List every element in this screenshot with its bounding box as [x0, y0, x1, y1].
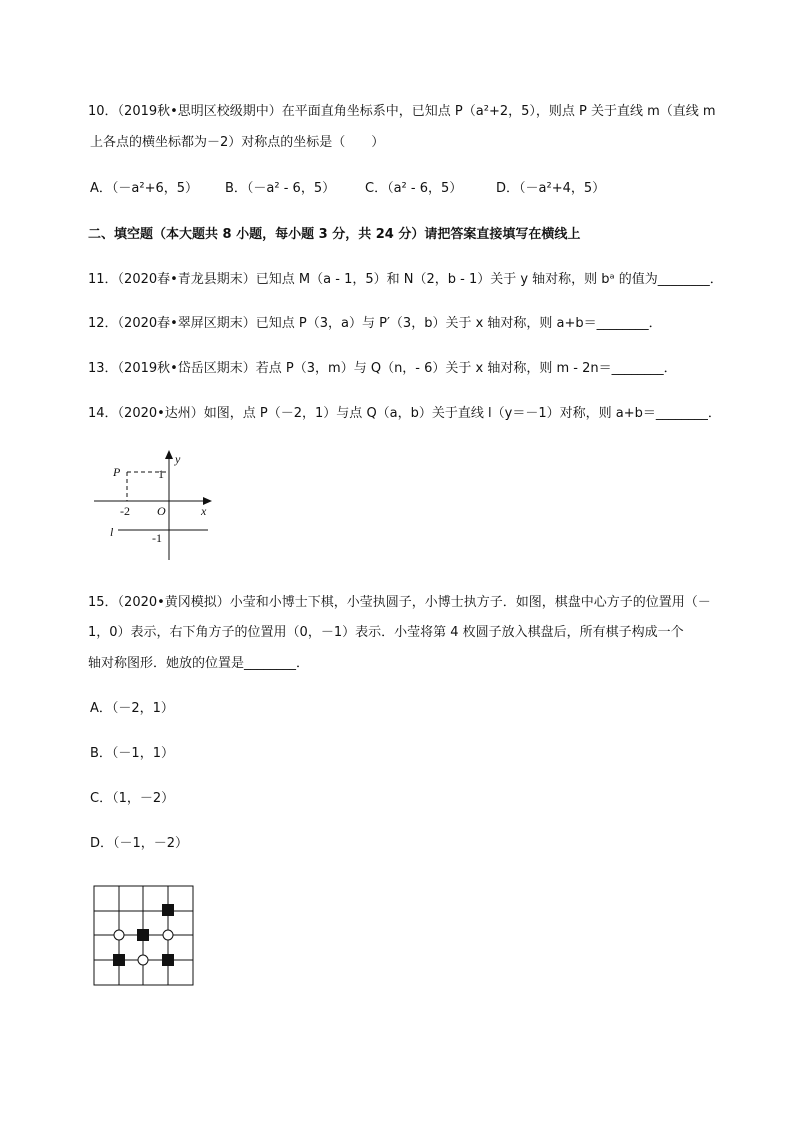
q15-line1: 15．（2020•黄冈模拟）小莹和小博士下棋，小莹执圆子，小博士执方子．如图，棋盘中心方子的位置用（－ [88, 595, 711, 610]
circle-piece-bottom [138, 955, 148, 965]
square-piece-bottom-left [113, 954, 125, 966]
square-piece-bottom-right [162, 954, 174, 966]
section-2-title: 二、填空题（本大题共 8 小题，每小题 3 分，共 24 分）请把答案直接填写在横线上 [88, 227, 581, 242]
circle-piece-right [163, 930, 173, 940]
circle-piece-left [114, 930, 124, 940]
label-p: P [113, 465, 121, 479]
q15-option-d: D．（－1，－2） [90, 836, 189, 851]
q12: 12．（2020春•翠屏区期末）已知点 P（3，a）与 P′（3，b）关于 x 轴对称，则 a+b＝________． [88, 316, 662, 331]
q10-option-a: A．（－a²+6，5） [90, 181, 199, 196]
tick-1: 1 [158, 467, 164, 481]
tick-neg1: -1 [152, 531, 162, 545]
q10-line1: 10．（2019秋•思明区校级期中）在平面直角坐标系中，已知点 P（a²+2，5），则点 P 关于直线 m（直线 m [88, 104, 716, 119]
q14: 14．（2020•达州）如图，点 P（－2，1）与点 Q（a，b）关于直线 l（y＝－1）对称，则 a+b＝________． [88, 406, 721, 421]
label-origin: O [157, 504, 166, 518]
q15-option-c: C．（1，－2） [90, 791, 175, 806]
q13: 13．（2019秋•岱岳区期末）若点 P（3，m）与 Q（n，- 6）关于 x 轴对称，则 m - 2n＝________． [88, 361, 677, 376]
q10-option-c: C．（a² - 6，5） [365, 181, 463, 196]
y-axis-arrow [165, 450, 173, 459]
square-piece-top-right [162, 904, 174, 916]
q15-line3: 轴对称图形．她放的位置是________． [88, 656, 310, 671]
square-piece-center [137, 929, 149, 941]
q11: 11．（2020春•青龙县期末）已知点 M（a - 1，5）和 N（2，b - 1）关于 y 轴对称，则 bᵃ 的值为________． [88, 272, 723, 287]
q15-option-a: A．（－2，1） [90, 701, 174, 716]
q14-coordinate-figure [90, 448, 220, 563]
label-l: l [110, 525, 114, 539]
q15-line2: 1，0）表示，右下角方子的位置用（0，－1）表示．小莹将第 4 枚圆子放入棋盘后，所有棋子构成一个 [88, 625, 684, 640]
q10-option-d: D．（－a²+4，5） [496, 181, 606, 196]
q15-option-b: B．（－1，1） [90, 746, 174, 761]
q10-option-b: B．（－a² - 6，5） [225, 181, 336, 196]
label-x: x [201, 504, 207, 518]
q10-line2: 上各点的横坐标都为－2）对称点的坐标是（ ） [90, 135, 385, 150]
tick-neg2: -2 [120, 504, 130, 518]
label-y: y [175, 452, 181, 466]
q15-go-board-figure [93, 885, 195, 987]
